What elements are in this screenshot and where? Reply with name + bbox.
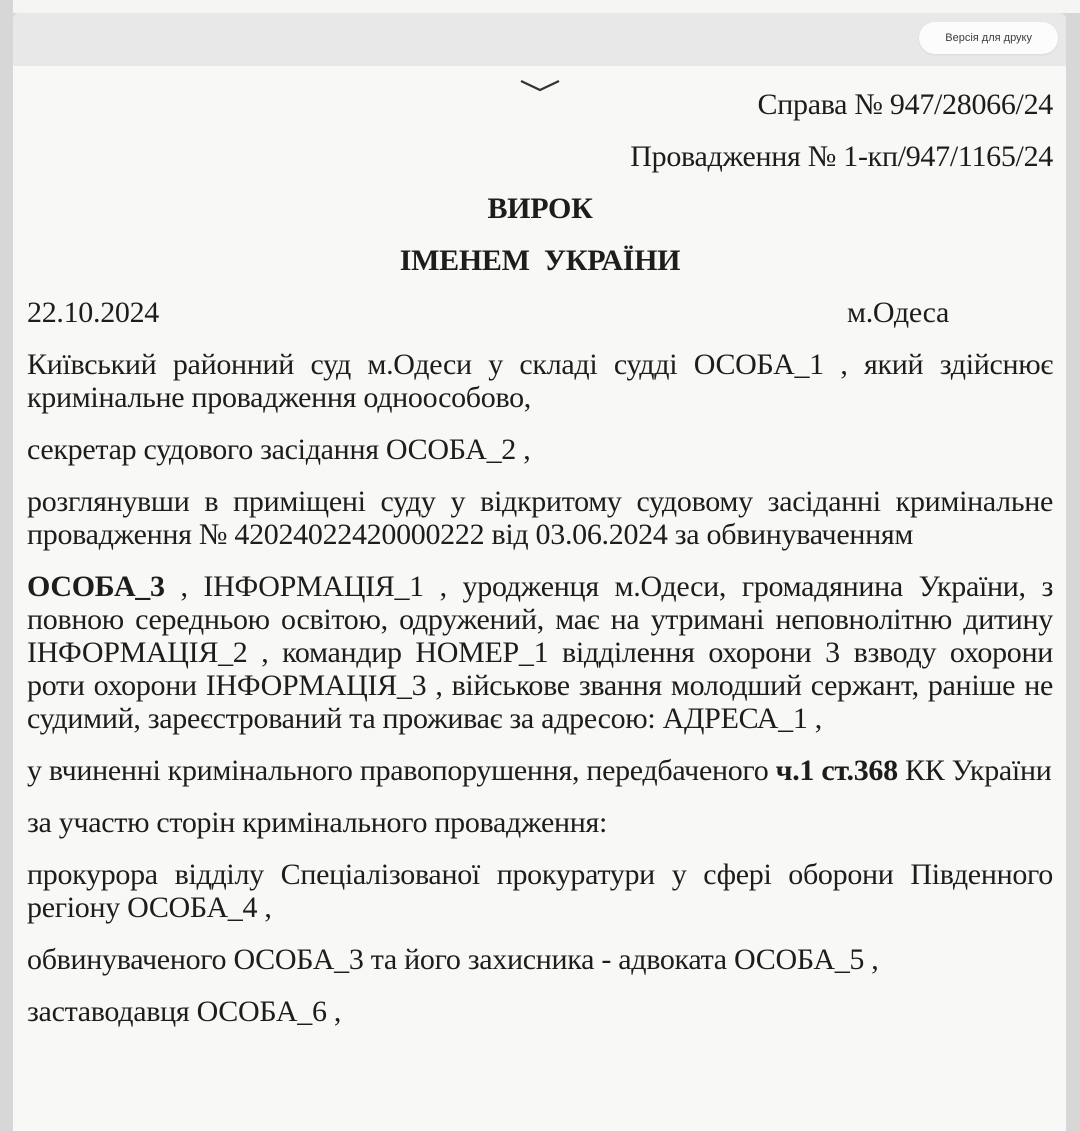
page-top-strip xyxy=(13,0,1080,13)
paragraph xyxy=(27,433,1053,466)
paragraph xyxy=(27,858,1053,924)
paragraph xyxy=(27,943,1053,976)
toolbar xyxy=(13,13,1066,66)
paragraph-segment: за участю сторін кримінального провадження: xyxy=(27,806,608,839)
document-body xyxy=(27,348,1053,1028)
paragraph-segment: Київський районний суд м.Одеси у складі судді ОСОБА_1 , який здійснює кримінальне провадження одноособово, xyxy=(27,348,1053,414)
paragraph-segment: секретар судового засідання ОСОБА_2 , xyxy=(27,433,531,466)
paragraph xyxy=(27,570,1053,735)
decision-location: м.Одеса xyxy=(847,296,949,329)
paragraph-segment-bold: ОСОБА_3 xyxy=(27,570,165,603)
paragraph xyxy=(27,485,1053,551)
paragraph-segment: обвинуваченого ОСОБА_3 та його захисника - адвоката ОСОБА_5 , xyxy=(27,943,879,976)
print-version-button[interactable]: Версія для друку xyxy=(919,22,1058,54)
paragraph-segment: заставодавця ОСОБА_6 , xyxy=(27,995,342,1028)
document-title: ВИРОК xyxy=(487,192,593,225)
paragraph xyxy=(27,806,1053,839)
collapse-control[interactable] xyxy=(518,67,562,81)
chevron-down-icon xyxy=(518,79,562,93)
paragraph-segment: розглянувши в приміщені суду у відкритому судовому засіданні кримінальне провадження № 42024022420000222 від 03.06.2024 за обвинуваченням xyxy=(27,485,1053,551)
paragraph-segment: КК України xyxy=(897,754,1052,787)
paragraph-segment: у вчиненні кримінального правопорушення, передбаченого xyxy=(27,754,776,787)
date-location-row xyxy=(27,296,1053,329)
document-panel xyxy=(13,66,1066,1131)
decision-date: 22.10.2024 xyxy=(27,296,160,329)
document-subtitle: ІМЕНЕМ УКРАЇНИ xyxy=(399,244,681,277)
paragraph xyxy=(27,348,1053,414)
paragraph-segment-bold: ч.1 ст.368 xyxy=(775,754,898,787)
paragraph xyxy=(27,995,1053,1028)
proceeding-number: Провадження № 1-кп/947/1165/24 xyxy=(630,140,1053,173)
paragraph-segment: прокурора відділу Спеціалізованої прокуратури у сфері оборони Південного регіону ОСОБА_4 , xyxy=(27,858,1053,924)
paragraph xyxy=(27,754,1053,787)
paragraph-segment: , ІНФОРМАЦІЯ_1 , уродженця м.Одеси, громадянина України, з повною середньою освітою, одружений, має на утримані неповнолітню дитину ІНФОРМАЦІЯ_2 , командир НОМЕР_1 відділення охорони 3 взводу охорони роти охорони ІНФОРМАЦІЯ_3 , військове звання молодший сержант, раніше не судимий, зареєстрований та проживає за адресою: АДРЕСА_1 , xyxy=(27,570,1053,735)
case-number: Справа № 947/28066/24 xyxy=(757,88,1053,121)
